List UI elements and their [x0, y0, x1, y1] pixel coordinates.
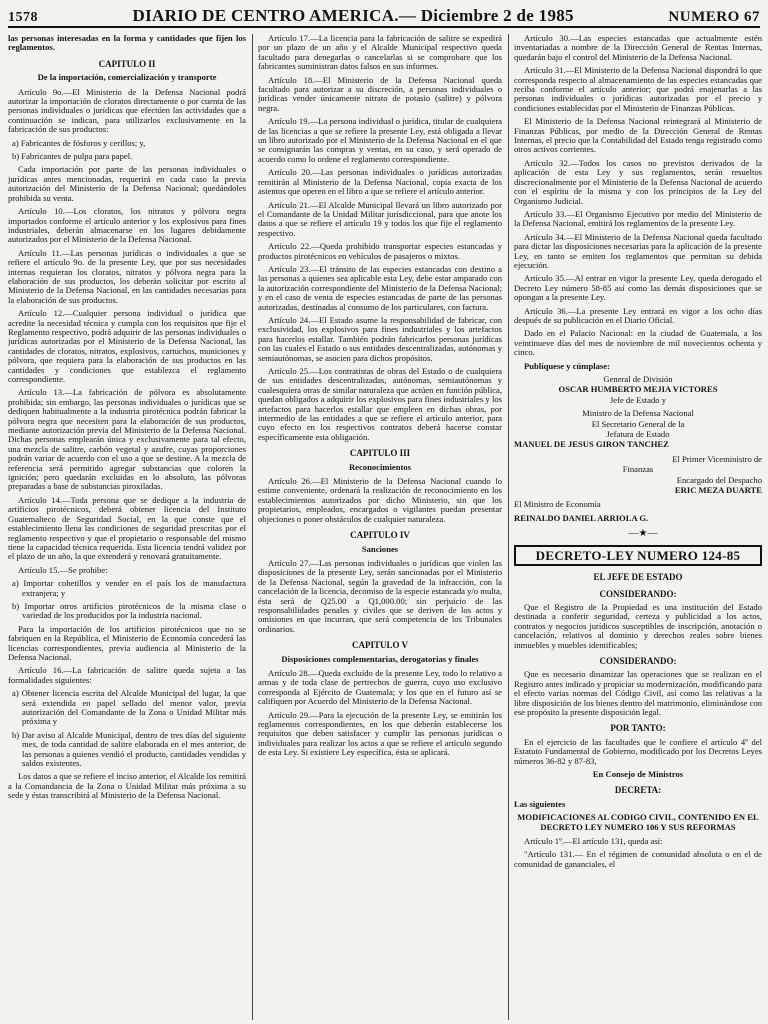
article-32: Artículo 32.—Todos los casos no previstos derivados de la aplicación de esta Ley y sus reglamentos, serán resueltos discrecionalmente por el Ministerio de la Defensa Nacional de acuerdo con el espíritu de la misma y con los principios de la Ley del Organismo Judicial. — [514, 157, 762, 206]
list-item: a) Importar cohetillos y vender en el país los de manufactura extranjera; y — [12, 578, 246, 598]
signature-role: Jefe de Estado y — [609, 394, 667, 405]
paragraph: Que es necesario dinamizar las operaciones que se realizan en el Registro antes indicado y propiciar su modernización, modificando para el efecto varias normas del Código Civil, así como las relativas a la libre disposición de los bienes dentro del matrimonio, eliminándose con ese propósito la presente disposición legal. — [514, 669, 762, 717]
chapter-title: CAPITULO II — [98, 58, 156, 69]
list-item: b) Importar otros artificios pirotécnicos de la misma clase o variedad de los producidos por la industria nacional. — [12, 600, 246, 621]
article-20: Artículo 20.—Las personas individuales o jurídicas autorizadas remitirán al Ministerio de la Defensa Nacional, copia exacta de los asientos que operen en el libro a que se refiere el artículo anterior. — [258, 167, 502, 197]
article-10: Artículo 10.—Los cloratos, los nitratos y pólvora negra importados conforme el artículo anterior y los explosivos para fines industriales, deberán almacenarse en los lugares debidamente autorizados por el Ministerio de la Defensa Nacional. — [8, 206, 246, 245]
chapter-subtitle: Sanciones — [361, 543, 399, 554]
article-24: Artículo 24.—El Estado asume la responsabilidad de fabricar, con exclusividad, los explosivos para fines industriales y los artefactos para hacerlos estallar. También podrán fabricarlos personas jurídicas con las cuales el Estado o sus entidades descentralizadas, autónomas y semiautónomas, se asocien para dichos propósitos. — [258, 314, 502, 363]
article-17: Artículo 17.—La licencia para la fabricación de salitre se expedirá por un plazo de un año y el Alcalde Municipal respectivo queda facultado para denegarlas o cancelarlas si se comprobare que los fabricantes suministran datos falsos en sus informes. — [258, 34, 502, 72]
article-1-quote: "Artículo 131.— En el régimen de comunidad absoluta o en el de comunidad de gananciales, el — [514, 849, 762, 869]
considerando-heading: CONSIDERANDO: — [599, 588, 677, 599]
column-left — [8, 34, 246, 1020]
publish-order: Publíquese y cúmplase: — [524, 360, 610, 371]
article-1: Artículo 1º.—El artículo 131, queda así: — [524, 836, 663, 847]
list-item: b) Fabricantes de pulpa para papel. — [12, 151, 133, 162]
modifications-title: MODIFICACIONES AL CODIGO CIVIL, CONTENIDO EN EL DECRETO LEY NUMERO 106 Y SUS REFORMAS — [517, 812, 759, 832]
paragraph: Que el Registro de la Propiedad es una institución del Estado destinada a conferir seguridad, certeza y publicidad a los actos, contratos y negocios jurídicos susceptibles de inscripción, anotación o cancelación, relativos al dominio y derechos reales sobre bienes inmuebles y muebles identificables; — [514, 601, 762, 650]
article-30: Artículo 30.—Las especies estancadas que actualmente estén inventariadas a nombre de la Dirección General de Rentas Internas, quedarán bajo el control del Ministerio de la Defensa Nacional. — [514, 34, 762, 62]
paragraph: Los datos a que se refiere el inciso anterior, el Alcalde los remitirá a la Comandancia de la Zona o Unidad Militar más próxima a su sede y éstas transcribirá al Ministerio de la Defensa Nacional. — [8, 771, 246, 801]
signature-name: ERIC MEZA DUARTE — [674, 485, 762, 496]
article-9: Artículo 9o.—El Ministerio de la Defensa Nacional podrá autorizar la importación de cloratos directamente o por cuenta de las personas individuales o jurídicas que efectúen las actividades que a continuación se indican, para utilizarlos exclusivamente en la fabricación de sus productos: — [8, 86, 246, 135]
newspaper-title: DIARIO DE CENTRO AMERICA.— Diciembre 2 de 1985 — [132, 6, 574, 25]
column-right — [514, 34, 762, 1020]
column-divider — [508, 34, 509, 1020]
paragraph: Cada importación por parte de las personas individuales o jurídicas antes mencionadas, requerirá en cada caso la previa autorización del Ministerio de la Defensa Nacional; quedándoles prohibida su venta. — [8, 164, 246, 203]
article-11: Artículo 11.—Las personas jurídicas o individuales a que se refiere el artículo 9o. de la presente Ley, que por sus necesidades internas requieran los cloratos, nitratos y pólvora negra para la elaboración de sus productos, los deberán solicitar por escrito al Ministerio de la Defensa Nacional, en las cantidades necesarias para la elaboración de sus productos. — [8, 247, 246, 305]
article-35: Artículo 35.—Al entrar en vigor la presente Ley, queda derogado el Decreto Ley número 58-85 así como las demás disposiciones que se opongan a la presente Ley. — [514, 273, 762, 303]
chapter-title: CAPITULO IV — [350, 530, 410, 541]
chapter-title: CAPITULO III — [349, 448, 411, 459]
page-number: 1578 — [8, 10, 38, 25]
paragraph: Para la importación de los artificios pirotécnicos que no se fabriquen en la República, el Ministerio de Economía concederá las licencias correspondientes, previa audiencia al Ministerio de la Defensa Nacional. — [8, 623, 246, 662]
article-19: Artículo 19.—La persona individual o jurídica, titular de cualquiera de las licencias a que se refiere la presente Ley, está obligada a llevar un libro autorizado por el Ministerio de la Defensa Nacional en el que se consignarán las compras y ventas, en su caso, y será operado de acuerdo como lo ordene el reglamento correspondiente. — [258, 116, 502, 164]
chapter-title: CAPITULO V — [351, 640, 409, 651]
list-item: b) Dar aviso al Alcalde Municipal, dentro de tres días del siguiente mes, de toda cantidad de salitre elaborada en el mes anterior, de las personas a quienes vendió el producto, cantidades vendidas y saldos existentes. — [12, 729, 246, 769]
column-middle — [258, 34, 502, 1020]
article-22: Artículo 22.—Queda prohibido transportar especies estancadas y productos pirotécnicos en vehículos de pasajeros o mixtos. — [258, 241, 502, 261]
article-18: Artículo 18.—El Ministerio de la Defensa Nacional queda facultado para autorizar a su discreción, a personas individuales o jurídicas vender únicamente nitrato de potasio (salitre) y pólvora negra. — [258, 74, 502, 113]
article-36: Artículo 36.—La presente Ley entrará en vigor a los ocho días después de su publicación en el Diario Oficial. — [514, 305, 762, 325]
list-item: a) Obtener licencia escrita del Alcalde Municipal del lugar, la que será extendida en papel sellado del menor valor, previa autorización del Comandante de la Zona o Unidad Militar más próxima y — [12, 688, 246, 727]
signature-role: Finanzas — [622, 464, 654, 475]
article-16: Artículo 16.—La fabricación de salitre queda sujeta a las formalidades siguientes: — [8, 665, 246, 685]
article-34: Artículo 34.—El Ministerio de la Defensa Nacional queda facultado para dictar las disposiciones necesarias para la aplicación de la presente Ley, en tanto se emiten los reglamentos que permitan su debida ejecución. — [514, 231, 762, 270]
decree-authority: EL JEFE DE ESTADO — [593, 572, 683, 583]
signature-role: El Primer Viceministro de — [672, 453, 762, 464]
por-tanto-heading: POR TANTO: — [610, 723, 666, 734]
page-header — [8, 4, 760, 28]
signature-role: Jefatura de Estado — [606, 429, 670, 440]
article-12: Artículo 12.—Cualquier persona individual o jurídica que acredite la necesidad técnica y cumpla con los requisitos que fije el Reglamento respectivo, podrá adquirir de las personas individuales o jurídicas autorizadas por el Ministerio de la Defensa Nacional, las cantidades de cloratos, nitratos, explosivos, cartuchos, municiones y pólvora, que requiera para la elaboración de sus productos en las cantidades y condiciones que establezca el reglamento correspondiente. — [8, 308, 246, 384]
column-divider — [252, 34, 253, 1020]
chapter-subtitle: Reconocimientos — [348, 461, 412, 472]
decree-title: DECRETO-LEY NUMERO 124-85 — [514, 545, 762, 566]
decreta-heading: DECRETA: — [614, 785, 662, 796]
considerando-heading: CONSIDERANDO: — [599, 655, 677, 666]
article-25: Artículo 25.—Los contratistas de obras del Estado o de cualquiera de sus entidades descentralizadas, autónomas, semiautónomas y cualesquiera otras de similar naturaleza que actúen en función pública, quedan obligados a adquirir los explosivos para fines industriales y los artefactos para hacerlos estallar que empleen en dichas obras, por intermedio de las entidades a que se refiere el artículo anterior, para cuyo efecto en los respectivos contratos deberá hacerse constar específicamente esta obligación. — [258, 366, 502, 442]
star-separator: —★— — [628, 528, 658, 540]
article-28: Artículo 28.—Queda excluído de la presente Ley, todo lo relativo a armas y de toda clase de pertrechos de guerra, cuyo uso exclusivo corresponda al Ejército de Guatemala; y los que en el futuro así se califiquen por Acuerdo del Ministerio de la Defensa Nacional. — [258, 667, 502, 707]
signature-role: Ministro de la Defensa Nacional — [582, 408, 694, 419]
signature-rank: General de División — [603, 374, 673, 384]
article-23: Artículo 23.—El tránsito de las especies estancadas con destino a las personas a quienes sea aplicable esta Ley, debe estar amparado con la autorización correspondiente del Ministerio de la Defensa Nacional; y en el caso de venta de especies estancadas de parte de las personas autorizadas, destinadas al consumo de los particulares, con factura. — [258, 263, 502, 312]
issue-number: NUMERO 67 — [668, 9, 760, 25]
article-14: Artículo 14.—Toda persona que se dedique a la industria de artificios pirotécnicos, deberá obtener licencia del Instituto Guatemalteco de Seguridad Social, en la que conste que el establecimiento llena las condiciones de seguridad prescritas por el reglamento respectivo y que el propietario o responsable del mismo tiene la capacidad técnica requerida. Esta licencia tendrá validez por el plazo de un año, la que extenderá y renovará gratuitamente. — [8, 494, 246, 562]
signature-name: OSCAR HUMBERTO MEJIA VICTORES — [558, 384, 718, 395]
signature-name: MANUEL DE JESUS GIRON TANCHEZ — [514, 439, 669, 450]
council-line: En Consejo de Ministros — [592, 769, 684, 779]
given-at: Dado en el Palacio Nacional: en la ciudad de Guatemala, a los veintinueve días del mes de noviembre de mil novecientos ochenta y cinco. — [514, 328, 762, 358]
signature-role: El Ministro de Economía — [514, 499, 601, 510]
signature-role: Encargado del Despacho — [676, 474, 762, 485]
list-item: a) Fabricantes de fósforos y cerillos; y, — [12, 137, 146, 148]
article-31: Artículo 31.—El Ministerio de la Defensa Nacional dispondrá lo que corresponda respecto al almacenamiento de las especies estancadas que reciba conforme el artículo anterior; que podrá enajenarlas a las personas individuales o jurídicas autorizadas por el precio y condiciones establecidas por el Ministerio de Finanzas Públicas. — [514, 65, 762, 113]
article-27: Artículo 27.—Las personas individuales o jurídicas que violen las disposiciones de la presente Ley, serán sancionadas por el Ministerio de la Defensa Nacional, según la gravedad de la infracción, con la cancelación de la licencia, decomiso de la especie estancada y/o multa, ésta será de Q25.00 a Q1,000.00; sin perjuicio de las responsabilidades penales y civiles que se deriven de los actos y omisiones en que incurran, que será competencia de los Tribunales ordinarios. — [258, 557, 502, 634]
paragraph: En el ejercicio de las facultades que le confiere el artículo 4º del Estatuto Fundamental de Gobierno, modificado por los Decretos Leyes números 36-82 y 87-83, — [514, 736, 762, 766]
article-33: Artículo 33.—El Organismo Ejecutivo por medio del Ministerio de la Defensa Nacional, emitirá los reglamentos de la presente Ley. — [514, 208, 762, 229]
article-29: Artículo 29.—Para la ejecución de la presente Ley, se emitirán los reglamentos correspondientes, en los que deberán establecerse los requisitos que deben satisfacer y cumplir las personas jurídicas o individuales para realizar los actos a que se refiere el artículo segundo de esta Ley. Si existiere Ley específica, ésta se aplicará. — [258, 709, 502, 758]
paragraph: las personas interesadas en la forma y cantidades que fijen los reglamentos. — [8, 34, 246, 53]
signature-name: REINALDO DANIEL ARRIOLA G. — [514, 512, 649, 523]
article-15: Artículo 15.—Se prohibe: — [18, 564, 108, 575]
article-26: Artículo 26.—El Ministerio de la Defensa Nacional cuando lo estime conveniente, ordenará la realización de reconocimiento en los establecimientos autorizados por dicho Ministerio, sin que los propietarios, empleados, encargados o vigilantes puedan presentar objeciones o poner obstáculos de cualquier naturaleza. — [258, 476, 502, 524]
article-21: Artículo 21.—El Alcalde Municipal llevará un libro autorizado por el Comandante de la Unidad Militar jurisdiccional, para que anote los datos a que se refiere el artículo 19 y todos los que fije el reglamento respectivo. — [258, 199, 502, 238]
article-13: Artículo 13.—La fabricación de pólvora es absolutamente prohibida; sin embargo, las personas individuales o jurídicas que se dediquen habitualmente a la industria pirotécnica podrán fabricar la pólvora negra que necesiten para la elaboración de sus productos, mediante autorización previa del Ministerio de la Defensa Nacional. Dichas personas emplearán única y exclusivamente para tal efecto, una mezcla de salitre, carbón vegetal y azufre, cuyas proporciones podrán variar de acuerdo con el uso a que se destine. A la mezcla de referencia será permitido agregar substancias que coloren la ignición; pero quedarán excluidas en lo absoluto, las pólvoras preparadas a base de substancias piroxiladas. — [8, 387, 246, 492]
paragraph: El Ministerio de la Defensa Nacional reintegrará al Ministerio de Finanzas Públicas, por medio de la Dirección General de Rentas Internas, el precio que la Contabilidad del Estado tenga registrado como otros activos corrientes. — [514, 116, 762, 155]
paragraph: Las siguientes — [514, 798, 566, 809]
chapter-subtitle: De la importación, comercialización y transporte — [37, 72, 217, 83]
chapter-subtitle: Disposiciones complementarias, derogatorias y finales — [281, 653, 479, 664]
signature-role: El Secretario General de la — [591, 418, 685, 429]
